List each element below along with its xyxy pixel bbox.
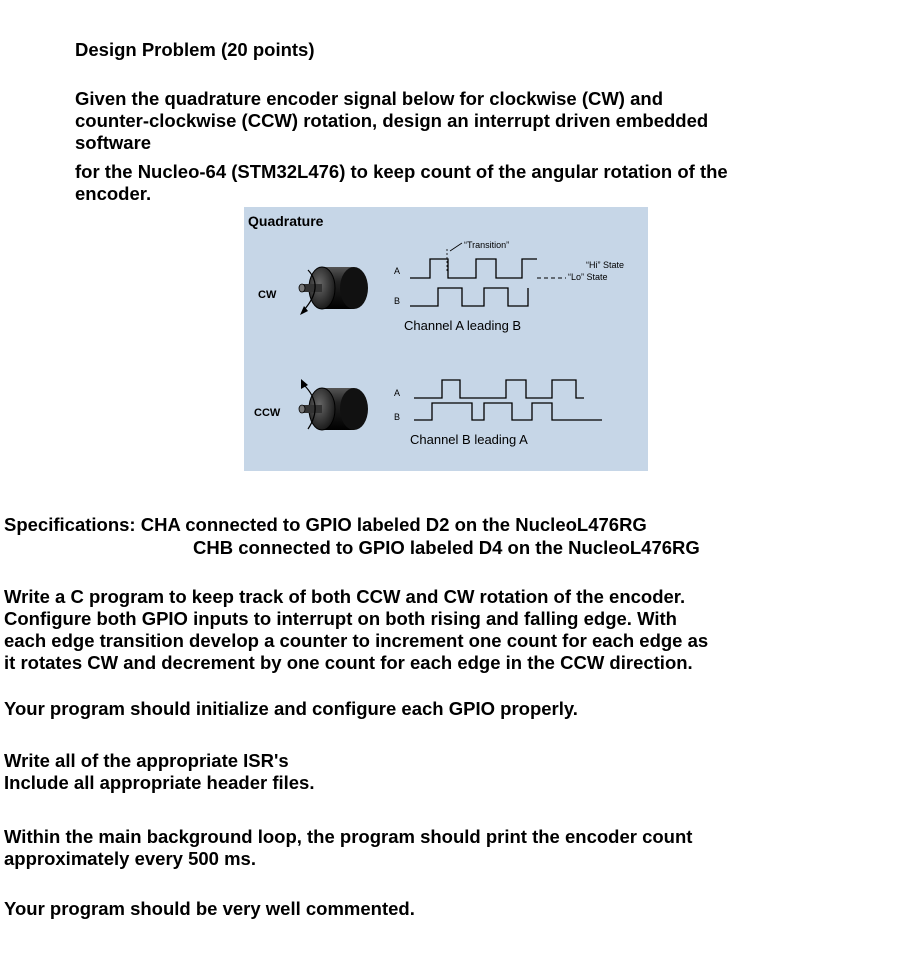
transition-label: “Transition” — [464, 240, 510, 250]
transition-arrow-icon — [450, 243, 462, 251]
task-line-3: each edge transition develop a counter to increment one count for each edge as — [4, 630, 709, 651]
intro-line-3: software — [75, 132, 152, 153]
lo-state-label: “Lo” State — [568, 272, 608, 282]
intro-line-1: Given the quadrature encoder signal below for clockwise (CW) and — [75, 88, 663, 109]
cw-channel-a-label: A — [394, 266, 401, 276]
diagram-title: Quadrature — [248, 213, 324, 229]
loop-line-1: Within the main background loop, the program should print the encoder count — [4, 826, 693, 847]
ccw-channel-a-wave — [414, 380, 584, 398]
page-title: Design Problem (20 points) — [75, 39, 315, 60]
cw-channel-b-wave — [410, 288, 528, 306]
ccw-channel-b-wave — [414, 403, 602, 420]
quadrature-svg — [244, 207, 648, 471]
ccw-channel-b-label: B — [394, 412, 401, 422]
quadrature-diagram — [244, 207, 648, 471]
task-line-2: Configure both GPIO inputs to interrupt on both rising and falling edge. With — [4, 608, 677, 629]
cw-channel-b-label: B — [394, 296, 401, 306]
init-line: Your program should initialize and configure each GPIO properly. — [4, 698, 578, 719]
task-line-1: Write a C program to keep track of both CCW and CW rotation of the encoder. — [4, 586, 686, 607]
intro-line-5: encoder. — [75, 183, 152, 204]
cw-channel-a-wave — [410, 259, 537, 278]
isr-line-2: Include all appropriate header files. — [4, 772, 315, 793]
ccw-caption: Channel B leading A — [410, 432, 528, 447]
intro-line-4: for the Nucleo-64 (STM32L476) to keep count of the angular rotation of the — [75, 161, 728, 182]
specs-line-1: Specifications: CHA connected to GPIO labeled D2 on the NucleoL476RG — [4, 514, 647, 535]
hi-state-label: “Hi” State — [586, 260, 625, 270]
task-line-4: it rotates CW and decrement by one count for each edge in the CCW direction. — [4, 652, 693, 673]
loop-line-2: approximately every 500 ms. — [4, 848, 256, 869]
specs-line-2: CHB connected to GPIO labeled D4 on the NucleoL476RG — [193, 537, 700, 558]
cw-caption: Channel A leading B — [404, 318, 522, 333]
ccw-channel-a-label: A — [394, 388, 401, 398]
ccw-encoder-icon — [299, 388, 368, 430]
ccw-label: CCW — [254, 407, 281, 419]
isr-line-1: Write all of the appropriate ISR's — [4, 750, 289, 771]
cw-label: CW — [258, 289, 277, 301]
intro-line-2: counter-clockwise (CCW) rotation, design an interrupt driven embedded — [75, 110, 709, 131]
comment-line: Your program should be very well commented. — [4, 898, 415, 919]
